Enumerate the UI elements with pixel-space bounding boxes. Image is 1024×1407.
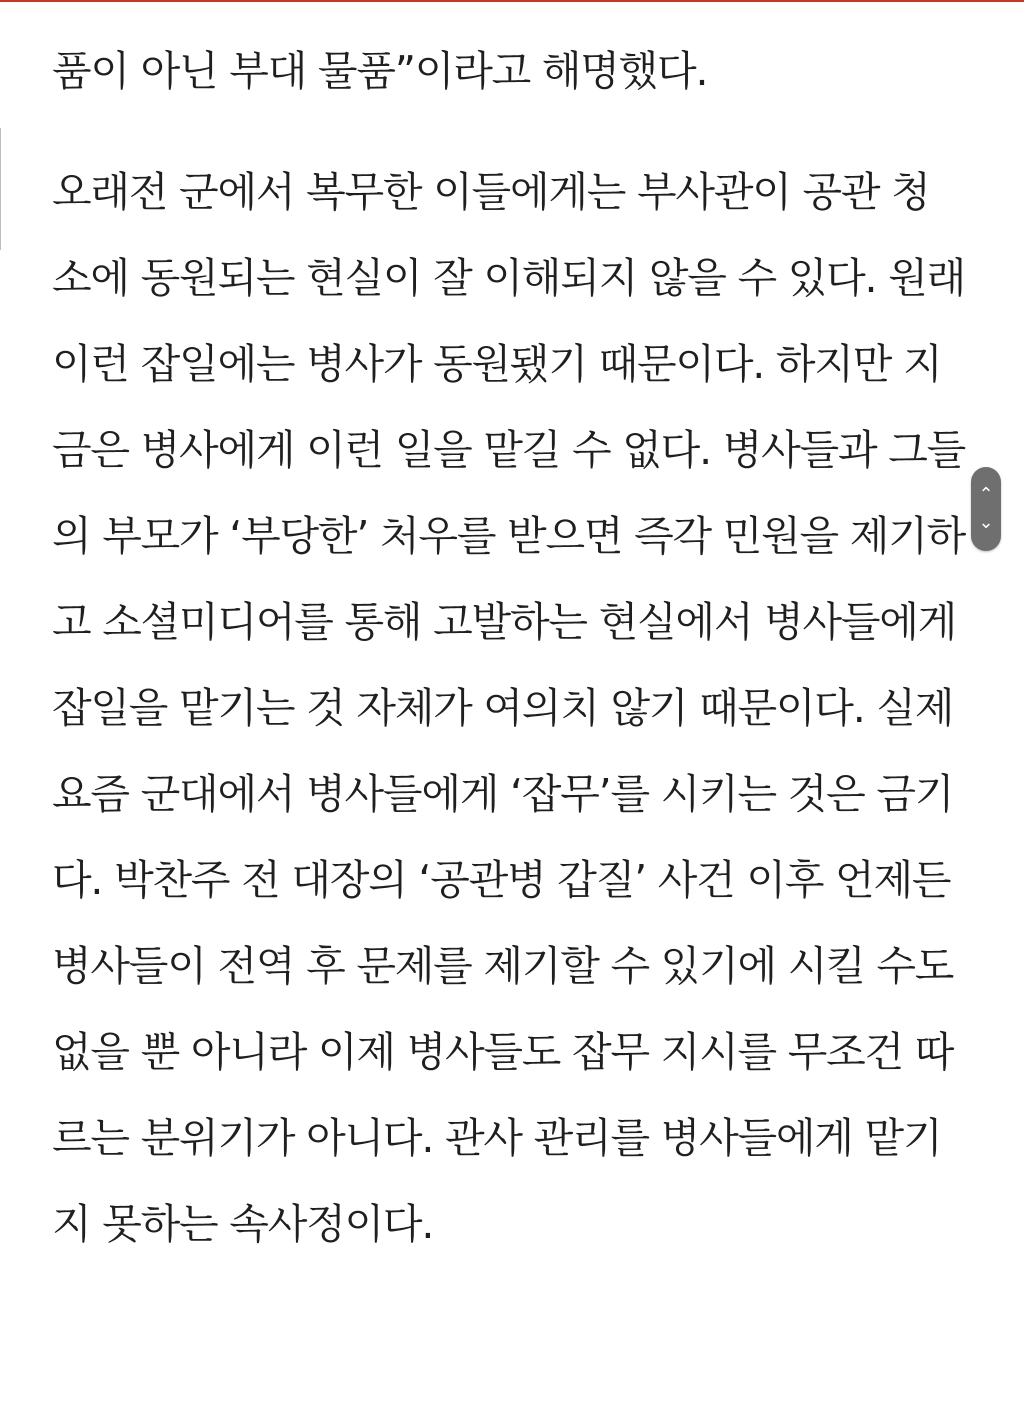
- scroll-down-icon[interactable]: ⌄: [978, 512, 994, 533]
- scroll-up-icon[interactable]: ⌃: [978, 484, 994, 505]
- paragraph-2-line-1: 오래전 군에서 복무한 이들에게는 부사관이 공관 청: [52, 168, 930, 216]
- paragraph-2-line-5: 의 부모가 ‘부당한’ 처우를 받으면 즉각 민원을 제기하: [52, 512, 966, 560]
- top-accent-bar: [0, 0, 1024, 2]
- paragraph-2-line-7: 잡일을 맡기는 것 자체가 여의치 않기 때문이다. 실제: [52, 684, 954, 732]
- paragraph-2-line-8: 요즘 군대에서 병사들에게 ‘잡무’를 시키는 것은 금기: [52, 770, 954, 818]
- article-body: [52, 28, 982, 1267]
- paragraph-2-line-6: 고 소셜미디어를 통해 고발하는 현실에서 병사들에게: [52, 598, 957, 646]
- article-paragraph-1: [52, 28, 982, 114]
- paragraph-2-line-11: 없을 뿐 아니라 이제 병사들도 잡무 지시를 무조건 따: [52, 1028, 954, 1076]
- paragraph-2-line-3: 이런 잡일에는 병사가 동원됐기 때문이다. 하지만 지: [52, 340, 942, 388]
- paragraph-2-line-13: 지 못하는 속사정이다.: [52, 1200, 434, 1248]
- article-paragraph-2: [52, 149, 982, 1267]
- paragraph-2-line-4: 금은 병사에게 이런 일을 맡길 수 없다. 병사들과 그들: [52, 426, 966, 474]
- paragraph-2-line-9: 다. 박찬주 전 대장의 ‘공관병 갑질’ 사건 이후 언제든: [52, 856, 951, 904]
- paragraph-2-line-12: 르는 분위기가 아니다. 관사 관리를 병사들에게 맡기: [52, 1114, 942, 1162]
- paragraph-2-line-2: 소에 동원되는 현실이 잘 이해되지 않을 수 있다. 원래: [52, 254, 966, 302]
- scroll-control[interactable]: [971, 467, 1001, 551]
- left-edge-divider: [0, 128, 1, 250]
- paragraph-2-line-10: 병사들이 전역 후 문제를 제기할 수 있기에 시킬 수도: [52, 942, 954, 990]
- paragraph-1-line-1: 품이 아닌 부대 물품”이라고 해명했다.: [52, 47, 708, 95]
